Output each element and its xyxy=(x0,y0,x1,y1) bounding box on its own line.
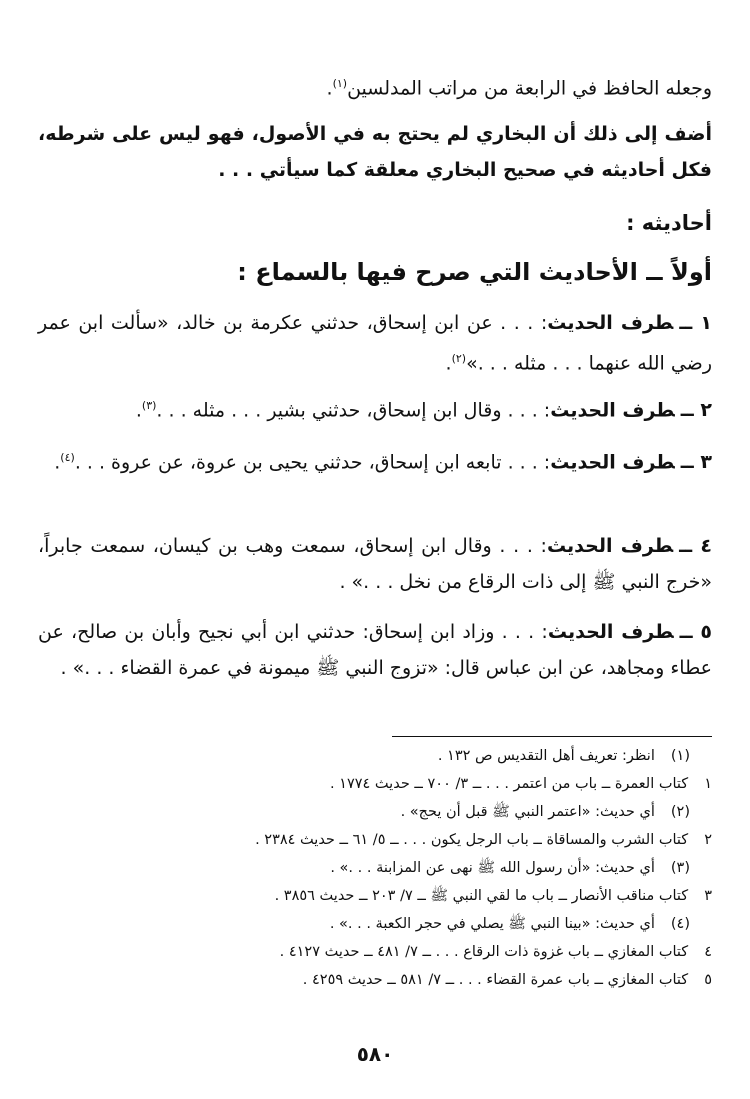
footnote-number: (٢) xyxy=(670,804,690,820)
hadith-item-4 xyxy=(38,528,712,600)
footnote-line xyxy=(40,746,712,774)
item-end: . xyxy=(54,451,61,474)
item-label: طرف الحديث xyxy=(550,399,675,422)
footnote-line xyxy=(40,886,712,914)
item-label: طرف الحديث xyxy=(547,312,674,334)
item-number: ٣ ــ xyxy=(680,451,712,474)
footnote-number: (٣) xyxy=(670,860,690,876)
footnote-text: كتاب مناقب الأنصار ــ باب ما لقي النبي ﷺ ــ ٧/ ٢٠٣ ــ حديث ٣٨٥٦ . xyxy=(274,888,689,904)
hadith-item-5 xyxy=(38,614,712,686)
item-text: : . . . وزاد ابن إسحاق: حدثني ابن أبي نجيح وأبان بن صالح، عن عطاء ومجاهد، عن ابن عباس قال: «تزوج النبي ﷺ ميمونة في عمرة القضاء . . .» . xyxy=(38,621,712,679)
footnote-number: ٥ xyxy=(704,972,712,988)
footnote-number: ٣ xyxy=(704,888,712,904)
item-number: ٤ ــ xyxy=(679,535,712,557)
paragraph-2: أضف إلى ذلك أن البخاري لم يحتج به في الأصول، فهو ليس على شرطه، فكل أحاديثه في صحيح البخاري معلقة كما سيأتي . . . xyxy=(38,123,712,181)
item-text: : . . . عن ابن إسحاق، حدثني عكرمة بن خالد، «سألت ابن عمر رضي الله عنهما . . . مثله . . .» xyxy=(38,312,712,375)
item-number: ٢ ــ xyxy=(680,399,712,422)
paragraph-1-end: . xyxy=(326,77,333,100)
item-text: : . . . تابعه ابن إسحاق، حدثني يحيى بن عروة، عن عروة . . . xyxy=(74,451,551,474)
footnote-separator xyxy=(392,736,712,737)
footnote-number: (٤) xyxy=(670,916,690,932)
footnote-text: أي حديث: «أن رسول الله ﷺ نهى عن المزابنة . . .» . xyxy=(330,860,655,876)
footnote-ref: (٣) xyxy=(141,399,157,412)
footnote-line xyxy=(40,830,712,858)
footnote-line xyxy=(40,774,712,802)
footnote-number: (١) xyxy=(670,748,690,764)
footnote-text: كتاب المغازي ــ باب عمرة القضاء . . . ــ ٧/ ٥٨١ ــ حديث ٤٢٥٩ . xyxy=(302,972,689,988)
footnote-line xyxy=(40,858,712,886)
footnote-text: انظر: تعريف أهل التقديس ص ١٣٢ . xyxy=(437,748,655,764)
footnote-text: أي حديث: «اعتمر النبي ﷺ قبل أن يحج» . xyxy=(400,804,655,820)
footnotes xyxy=(40,746,712,998)
footnote-line xyxy=(40,914,712,942)
item-number: ٥ ــ xyxy=(679,621,713,643)
item-end: . xyxy=(445,352,452,375)
footnote-number: ٤ xyxy=(704,944,712,960)
page-number: ٥٨٠ xyxy=(356,1042,394,1066)
footnote-number: ٢ xyxy=(704,832,712,848)
footnote-text: أي حديث: «بينا النبي ﷺ يصلي في حجر الكعبة . . .» . xyxy=(329,916,655,932)
hadith-item-2 xyxy=(38,388,712,428)
footnote-ref: (٢) xyxy=(451,352,467,365)
item-label: طرف الحديث xyxy=(550,451,675,474)
item-label: طرف الحديث xyxy=(546,535,674,557)
footnote-line xyxy=(40,970,712,998)
subsection-heading: أولاً ــ الأحاديث التي صرح فيها بالسماع : xyxy=(237,258,712,286)
footnote-text: كتاب المغازي ــ باب غزوة ذات الرقاع . . . ــ ٧/ ٤٨١ ــ حديث ٤١٢٧ . xyxy=(279,944,689,960)
item-text: : . . . وقال ابن إسحاق، سمعت وهب بن كيسان، سمعت جابراً، «خرج النبي ﷺ إلى ذات الرقاع من نخل . . .» . xyxy=(38,535,712,593)
footnote-number: ١ xyxy=(704,776,712,792)
paragraph-1 xyxy=(38,66,712,106)
footnote-ref: (٤) xyxy=(60,451,75,464)
section-heading: أحاديثه : xyxy=(626,211,712,235)
footnote-text: كتاب الشرب والمساقاة ــ باب الرجل يكون . . . ــ ٥/ ٦١ ــ حديث ٢٣٨٤ . xyxy=(255,832,689,848)
item-number: ١ ــ xyxy=(679,312,713,334)
footnote-line xyxy=(40,802,712,830)
footnote-line xyxy=(40,942,712,970)
item-label: طرف الحديث xyxy=(547,621,674,643)
item-end: . xyxy=(135,399,142,422)
paragraph-1-text: وجعله الحافظ في الرابعة من مراتب المدلسين xyxy=(347,77,712,100)
hadith-item-1 xyxy=(38,305,712,381)
hadith-item-3 xyxy=(38,440,712,480)
item-text: : . . . وقال ابن إسحاق، حدثني بشير . . . مثله . . . xyxy=(156,399,551,422)
footnote-ref: (١) xyxy=(332,77,348,90)
footnote-text: كتاب العمرة ــ باب من اعتمر . . . ــ ٣/ ٧٠٠ ــ حديث ١٧٧٤ . xyxy=(329,776,689,792)
